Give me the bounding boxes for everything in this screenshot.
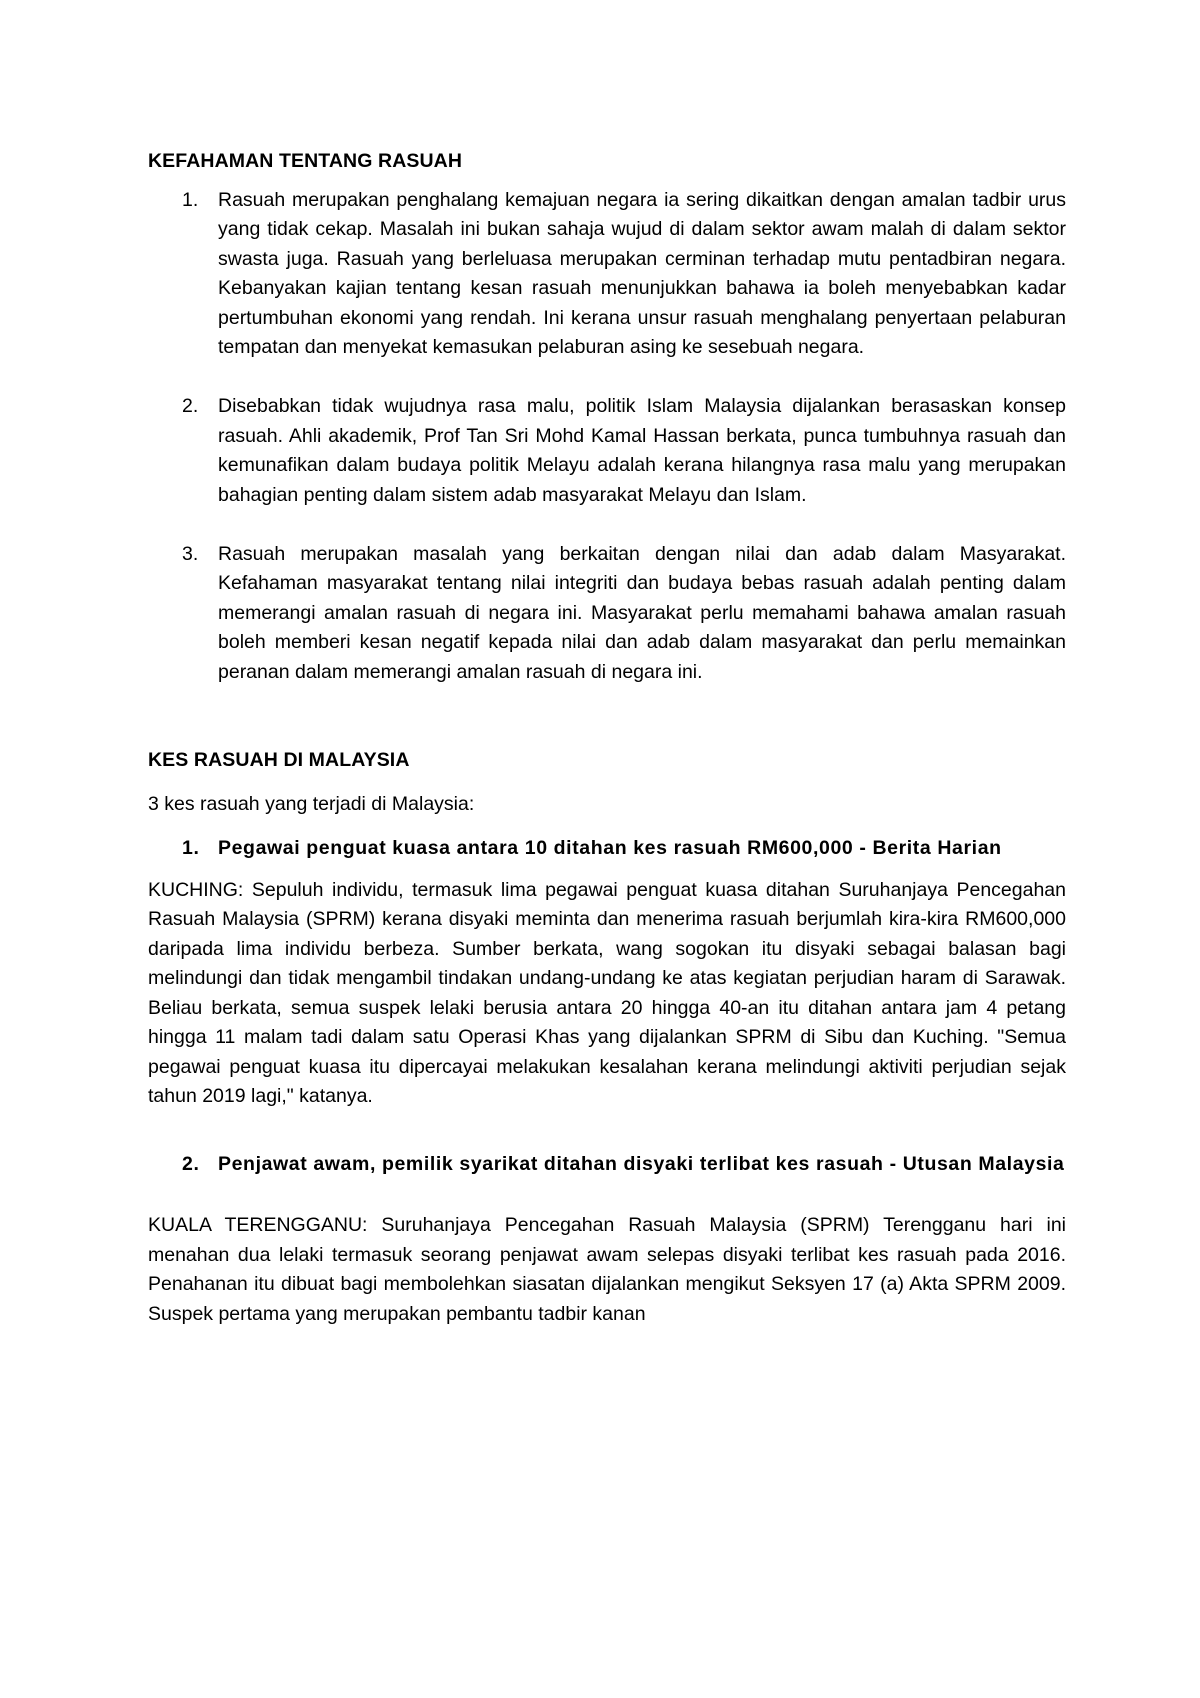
cases-intro: 3 kes rasuah yang terjadi di Malaysia: bbox=[148, 792, 475, 815]
case-title-text: Pegawai penguat kuasa antara 10 ditahan kes rasuah RM600,000 - Berita Harian bbox=[218, 837, 1002, 859]
case-1-list bbox=[148, 834, 1066, 864]
list-item-number: 2. bbox=[182, 395, 199, 417]
section-heading-understanding: KEFAHAMAN TENTANG RASUAH bbox=[148, 150, 463, 172]
list-item-number: 3. bbox=[182, 542, 199, 565]
understanding-list bbox=[148, 186, 1066, 688]
list-item bbox=[148, 392, 1066, 510]
case-number: 2. bbox=[182, 1152, 200, 1175]
case-title-text: Penjawat awam, pemilik syarikat ditahan disyaki terlibat kes rasuah - Utusan Malaysia bbox=[218, 1152, 1065, 1175]
section-heading-cases: KES RASUAH DI MALAYSIA bbox=[148, 749, 410, 771]
case-body: KUCHING: Sepuluh individu, termasuk lima pegawai penguat kuasa ditahan Suruhanjaya Pencegahan Rasuah Malaysia (SPRM) kerana disyaki meminta dan menerima rasuah berjumlah kira-kira RM600,000 daripada lima individu berbeza. Sumber berkata, wang sogokan itu disyaki sebagai balasan bagi melindungi dan tidak mengambil tindakan undang-undang ke atas kegiatan perjudian haram di Sarawak. Beliau berkata, semua suspek lelaki berusia antara 20 hingga 40-an itu ditahan antara jam 4 petang hingga 11 malam tadi dalam satu Operasi Khas yang dijalankan SPRM di Sibu dan Kuching. "Semua pegawai penguat kuasa itu dipercayai melakukan kesalahan kerana melindungi aktiviti perjudian sejak tahun 2019 lagi," katanya. bbox=[148, 878, 1066, 1107]
list-item-text: Rasuah merupakan masalah yang berkaitan dengan nilai dan adab dalam Masyarakat. Kefahaman masyarakat tentang nilai integriti dan budaya bebas rasuah adalah penting dalam memerangi amalan rasuah di negara ini. Masyarakat perlu memahami bahawa amalan rasuah boleh memberi kesan negatif kepada nilai dan adab dalam masyarakat dan perlu memainkan peranan dalam memerangi amalan rasuah di negara ini. bbox=[218, 542, 1066, 683]
list-item-number: 1. bbox=[182, 188, 199, 211]
case-title bbox=[148, 1150, 1066, 1180]
case-title bbox=[148, 834, 1066, 864]
list-item-text: Disebabkan tidak wujudnya rasa malu, politik Islam Malaysia dijalankan berasaskan konsep rasuah. Ahli akademik, Prof Tan Sri Mohd Kamal Hassan berkata, punca tumbuhnya rasuah dan kemunafikan dalam budaya politik Melayu adalah kerana hilangnya rasa malu yang merupakan bahagian penting dalam sistem adab masyarakat Melayu dan Islam. bbox=[218, 395, 1066, 506]
case-number: 1. bbox=[182, 837, 200, 859]
list-item bbox=[148, 540, 1066, 688]
document-content bbox=[148, 147, 1066, 1329]
case-body: KUALA TERENGGANU: Suruhanjaya Pencegahan Rasuah Malaysia (SPRM) Terengganu hari ini menahan dua lelaki termasuk seorang penjawat awam selepas disyaki terlibat kes rasuah pada 2016. Penahanan itu dibuat bagi membolehkan siasatan dijalankan mengikut Seksyen 17 (a) Akta SPRM 2009. Suspek pertama yang merupakan pembantu tadbir kanan bbox=[148, 1214, 1066, 1325]
list-item-text: Rasuah merupakan penghalang kemajuan negara ia sering dikaitkan dengan amalan tadbir urus yang tidak cekap. Masalah ini bukan sahaja wujud di dalam sektor awam malah di dalam sektor swasta juga. Rasuah yang berleluasa merupakan cerminan terhadap mutu pentadbiran negara. Kebanyakan kajian tentang kesan rasuah menunjukkan bahawa ia boleh menyebabkan kadar pertumbuhan ekonomi yang rendah. Ini kerana unsur rasuah menghalang penyertaan pelaburan tempatan dan menyekat kemasukan pelaburan asing ke sesebuah negara. bbox=[218, 188, 1066, 358]
list-item bbox=[148, 186, 1066, 363]
case-2-list bbox=[148, 1150, 1066, 1180]
